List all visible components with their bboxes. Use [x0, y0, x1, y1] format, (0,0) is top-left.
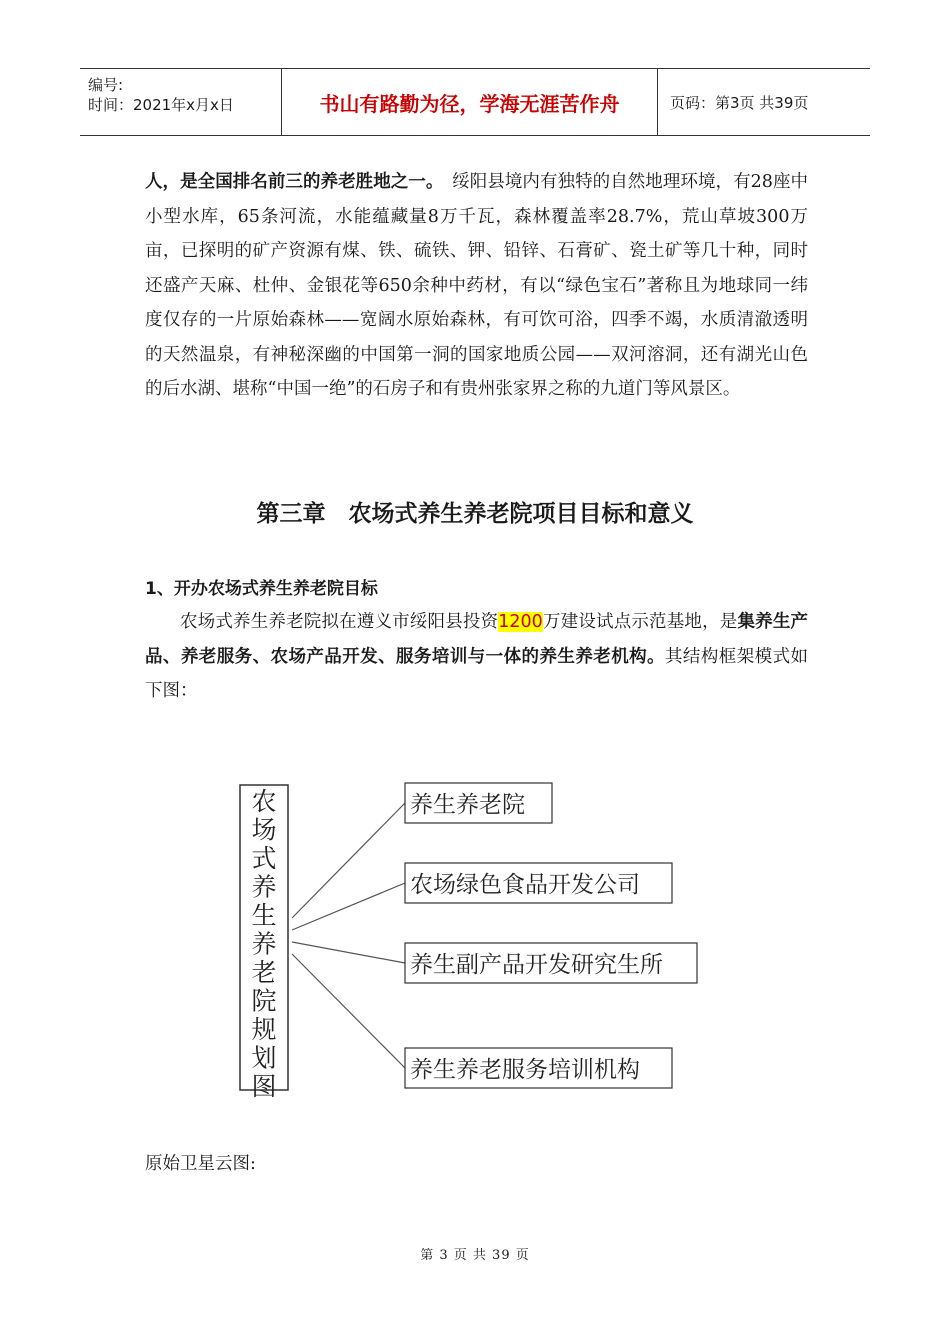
header-motto: 书山有路勤为径，学海无涯苦作舟: [282, 69, 658, 135]
diagram-root-char: 场: [251, 815, 277, 845]
diagram-root-label: [251, 787, 276, 1100]
diagram-branch-1: 养生养老院: [410, 792, 525, 818]
chapter-title: 第三章 农场式养生养老院项目目标和意义: [256, 501, 694, 527]
section-title: 1、开办农场式养生养老院目标: [145, 579, 378, 599]
diagram-connector-3: [292, 942, 405, 963]
satellite-map-label: 原始卫星云图:: [145, 1154, 256, 1174]
goal-text-bold: 集养生产品、养老服务、农场产品开发、服务培训与一体的养生养老机构。: [145, 612, 809, 667]
time-label: 时间：2021年x月x日: [88, 96, 234, 114]
paragraph-text: 绥阳县境内有独特的自然地理环境，有28座中小型水库，65条河流，水能蕴藏量8万千瓦，森林覆盖率28.7%，荒山草坡300万亩，已探明的矿产资源有煤、铁、硫铁、钾、铅锌、石膏矿、瓷土矿等几十种，同时还盛产天麻、杜仲、金银花等650余种中药材，有以“绿色宝石”著称且为地球同一纬度仅存的一片原始森林——宽阔水原始森林，有可饮可浴，四季不竭，水质清澈透明的天然温泉，有神秘深幽的中国第一洞的国家地质公园——双河溶洞，还有湖光山色的后水湖、堪称“中国一绝”的石房子和有贵州张家界之称的九道门等风景区。: [145, 172, 808, 399]
goal-text-post: 其结构框架模式如下图：: [145, 646, 808, 701]
diagram-connector-2: [292, 883, 405, 930]
paragraph-environment: [145, 165, 808, 407]
diagram-root-char: 农: [251, 787, 277, 816]
goal-text-pre: 农场式养生养老院拟在遵义市绥阳县投资: [180, 612, 499, 632]
diagram-root-char: 图: [251, 1072, 277, 1100]
diagram-root-char: 老: [251, 958, 277, 987]
diagram-root-char: 养: [251, 929, 277, 959]
diagram-branch-4: 养生养老服务培训机构: [410, 1057, 640, 1083]
diagram-root-char: 规: [251, 1015, 277, 1044]
diagram-root-char: 式: [251, 844, 277, 873]
diagram-root-char: 养: [251, 872, 277, 902]
header-meta: [80, 69, 282, 135]
diagram-root-char: 划: [251, 1043, 277, 1073]
diagram-branch-3: 养生副产品开发研究生所: [410, 952, 663, 978]
diagram-root-char: 院: [251, 986, 277, 1016]
header-page-info: 页码：第3页 共39页: [670, 93, 809, 112]
goal-text-mid: 万建设试点示范基地，是: [542, 612, 738, 632]
diagram-connector-1: [292, 803, 405, 918]
number-label: 编号:: [88, 76, 124, 94]
diagram-branch-2: 农场绿色食品开发公司: [410, 872, 640, 898]
investment-amount: 1200: [498, 612, 543, 632]
paragraph-bold-lead: 人，是全国排名前三的养老胜地之一。: [145, 172, 435, 192]
page-header: [80, 68, 870, 136]
diagram-connector-4: [292, 954, 405, 1068]
structure-diagram: [235, 770, 705, 1100]
paragraph-goal: [145, 605, 808, 709]
diagram-root-char: 生: [251, 901, 277, 930]
page-footer: 第 3 页 共 39 页: [420, 1248, 530, 1263]
